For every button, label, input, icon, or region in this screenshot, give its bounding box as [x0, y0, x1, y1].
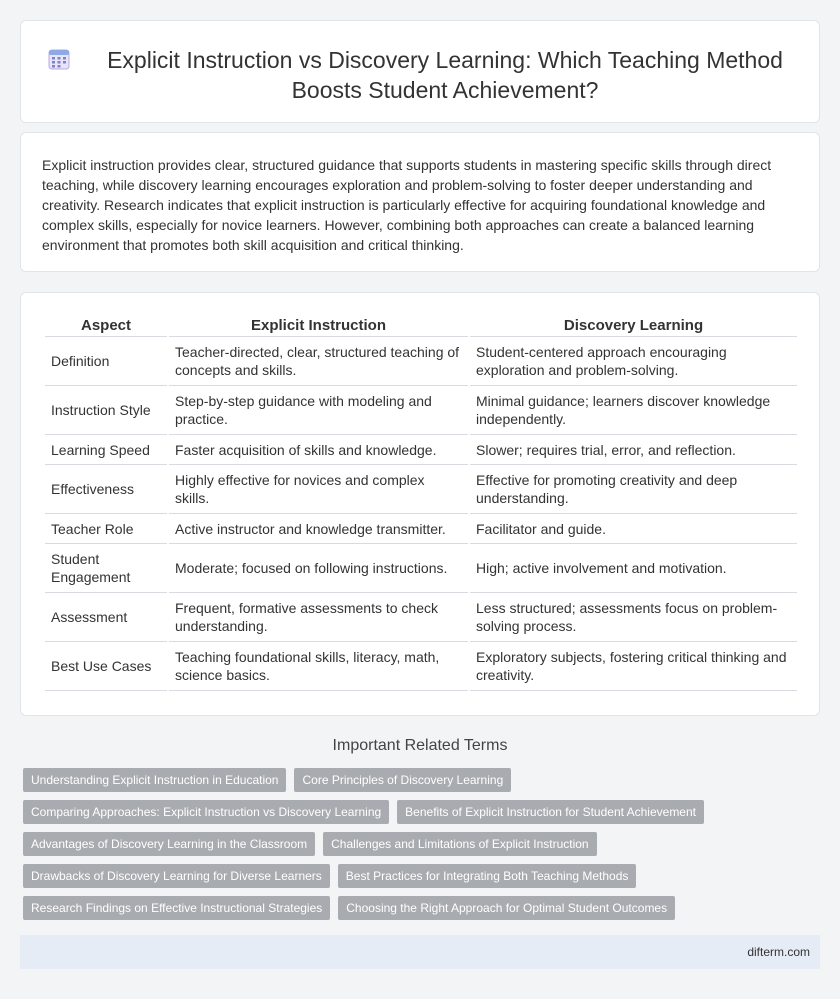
- related-term-tag[interactable]: Choosing the Right Approach for Optimal Student Outcomes: [338, 896, 675, 920]
- row-discovery: High; active involvement and motivation.: [470, 544, 797, 593]
- footer: [20, 935, 820, 969]
- header-card: [20, 20, 820, 123]
- header-discovery-learning: Discovery Learning: [470, 313, 797, 337]
- table-row: [45, 544, 797, 593]
- related-term-tag[interactable]: Drawbacks of Discovery Learning for Diverse Learners: [23, 864, 330, 888]
- related-terms-list: [23, 768, 723, 928]
- comparison-table: [43, 313, 799, 691]
- related-term-tag[interactable]: Research Findings on Effective Instructional Strategies: [23, 896, 330, 920]
- table-row: [45, 642, 797, 691]
- row-aspect: Instruction Style: [45, 386, 167, 435]
- row-explicit: Frequent, formative assessments to check understanding.: [169, 593, 468, 642]
- related-term-tag[interactable]: Core Principles of Discovery Learning: [294, 768, 511, 792]
- row-discovery: Facilitator and guide.: [470, 514, 797, 544]
- related-term-tag[interactable]: Benefits of Explicit Instruction for Student Achievement: [397, 800, 704, 824]
- table-row: [45, 386, 797, 435]
- row-explicit: Teacher-directed, clear, structured teaching of concepts and skills.: [169, 337, 468, 386]
- calendar-icon: [47, 47, 71, 71]
- table-row: [45, 593, 797, 642]
- table-row: [45, 465, 797, 514]
- header-aspect: Aspect: [45, 313, 167, 337]
- row-discovery: Student-centered approach encouraging exploration and problem-solving.: [470, 337, 797, 386]
- row-aspect: Effectiveness: [45, 465, 167, 514]
- row-discovery: Effective for promoting creativity and deep understanding.: [470, 465, 797, 514]
- intro-card: [20, 132, 820, 272]
- row-aspect: Best Use Cases: [45, 642, 167, 691]
- related-term-tag[interactable]: Understanding Explicit Instruction in Education: [23, 768, 286, 792]
- row-explicit: Moderate; focused on following instructions.: [169, 544, 468, 593]
- related-term-tag[interactable]: Challenges and Limitations of Explicit Instruction: [323, 832, 596, 856]
- page-title: Explicit Instruction vs Discovery Learning: Which Teaching Method Boosts Student Achievement?: [107, 47, 783, 103]
- row-explicit: Highly effective for novices and complex skills.: [169, 465, 468, 514]
- row-explicit: Active instructor and knowledge transmitter.: [169, 514, 468, 544]
- row-discovery: Exploratory subjects, fostering critical thinking and creativity.: [470, 642, 797, 691]
- footer-site-link[interactable]: difterm.com: [747, 945, 810, 959]
- table-row: [45, 514, 797, 544]
- row-aspect: Student Engagement: [45, 544, 167, 593]
- table-row: [45, 435, 797, 465]
- row-aspect: Teacher Role: [45, 514, 167, 544]
- row-explicit: Faster acquisition of skills and knowledge.: [169, 435, 468, 465]
- row-aspect: Learning Speed: [45, 435, 167, 465]
- related-term-tag[interactable]: Advantages of Discovery Learning in the Classroom: [23, 832, 315, 856]
- intro-paragraph: Explicit instruction provides clear, structured guidance that supports students in mastering specific skills through direct teaching, while discovery learning encourages exploration and problem-solving to foster deeper understanding and creativity. Research indicates that explicit instruction is particularly effective for acquiring foundational knowledge and complex skills, especially for novice learners. However, combining both approaches can create a balanced learning environment that promotes both skill acquisition and critical thinking.: [42, 157, 772, 253]
- comparison-table-card: [20, 292, 820, 716]
- table-header-row: [45, 313, 797, 337]
- related-term-tag[interactable]: Comparing Approaches: Explicit Instruction vs Discovery Learning: [23, 800, 389, 824]
- row-discovery: Slower; requires trial, error, and reflection.: [470, 435, 797, 465]
- table-row: [45, 337, 797, 386]
- row-explicit: Step-by-step guidance with modeling and practice.: [169, 386, 468, 435]
- row-aspect: Assessment: [45, 593, 167, 642]
- related-terms-title: Important Related Terms: [332, 737, 508, 754]
- related-term-tag[interactable]: Best Practices for Integrating Both Teaching Methods: [338, 864, 637, 888]
- row-explicit: Teaching foundational skills, literacy, math, science basics.: [169, 642, 468, 691]
- row-discovery: Minimal guidance; learners discover knowledge independently.: [470, 386, 797, 435]
- header-explicit-instruction: Explicit Instruction: [169, 313, 468, 337]
- row-discovery: Less structured; assessments focus on problem-solving process.: [470, 593, 797, 642]
- row-aspect: Definition: [45, 337, 167, 386]
